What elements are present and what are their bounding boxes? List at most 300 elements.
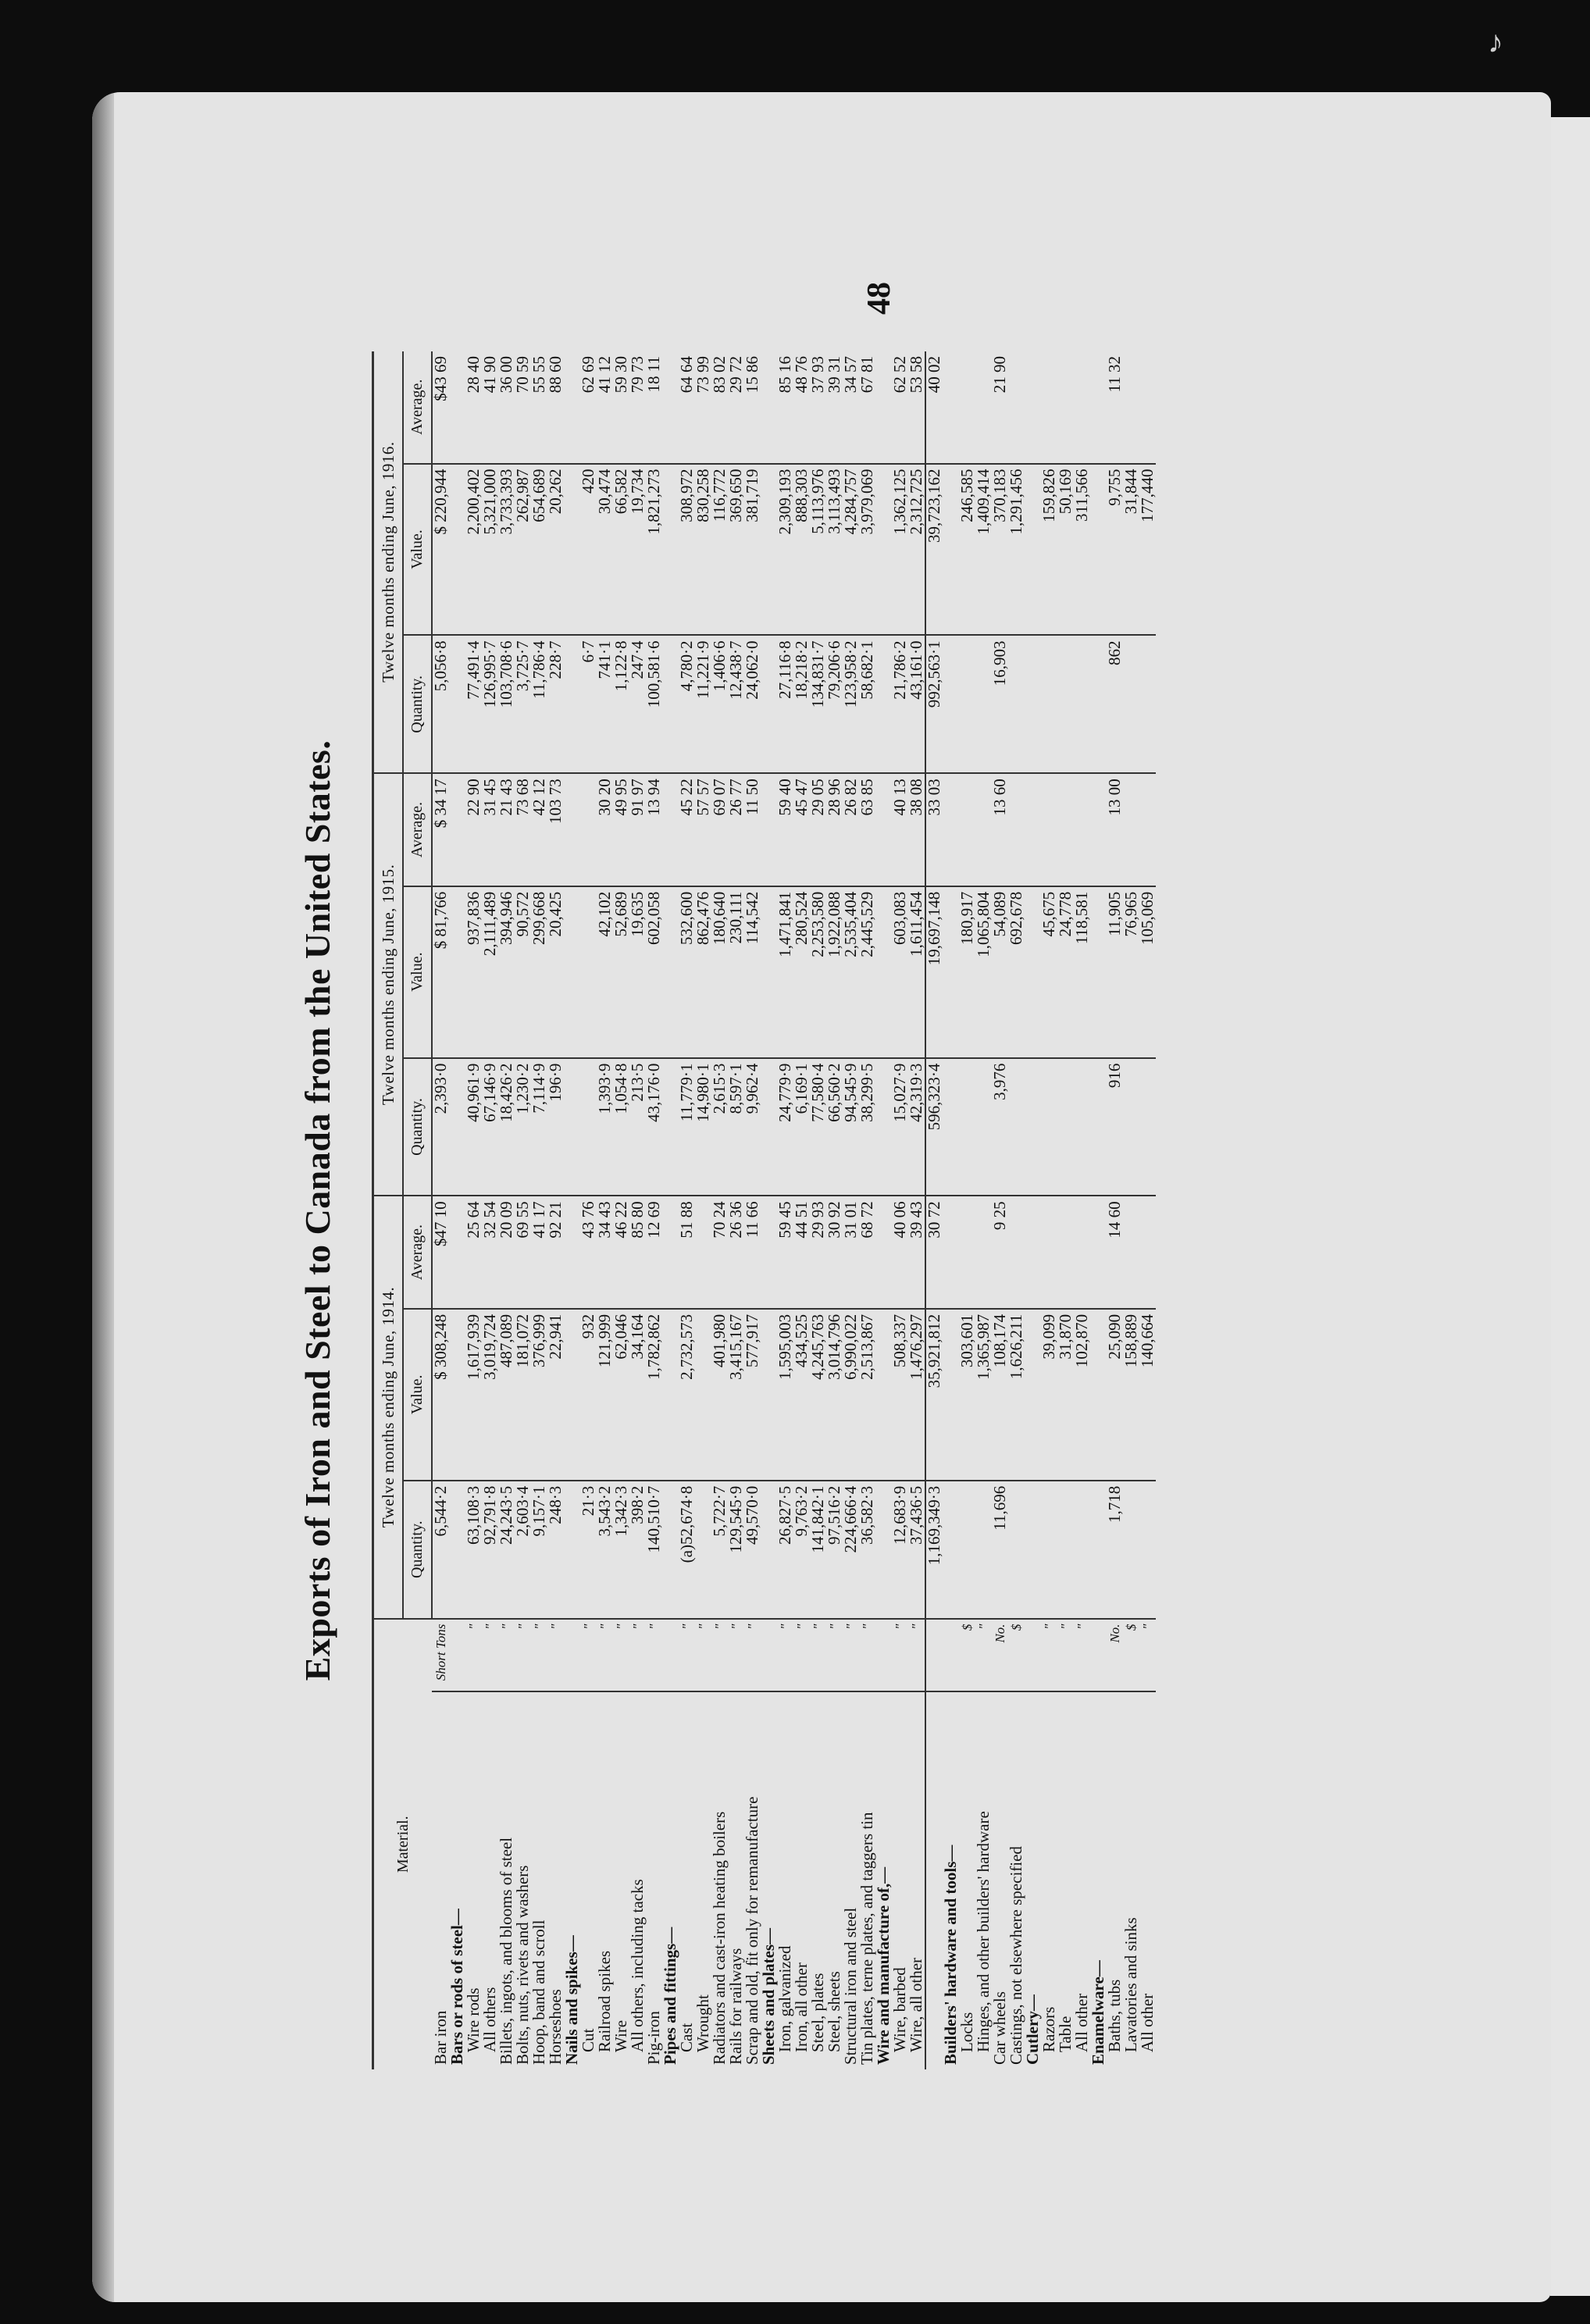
- value-cell: 830,258: [695, 464, 711, 636]
- value-cell: 31,844: [1123, 464, 1139, 636]
- quantity-header: Quantity.: [403, 1481, 432, 1619]
- quantity-cell: [975, 635, 992, 773]
- average-cell: [943, 351, 959, 464]
- material-cell: Castings, not elsewhere specified: [1008, 1691, 1025, 2069]
- average-cell: 33 03: [925, 773, 943, 886]
- average-cell: 29 93: [810, 1196, 826, 1308]
- table-body: [432, 351, 1156, 2069]
- table-row: [1139, 351, 1156, 2069]
- value-cell: [875, 886, 892, 1058]
- quantity-cell: 24,243·5: [498, 1481, 515, 1619]
- quantity-cell: 247·4: [629, 635, 646, 773]
- value-cell: 1,476,297: [908, 1309, 925, 1481]
- value-cell: 1,922,088: [826, 886, 843, 1058]
- unit-cell: [761, 1619, 777, 1691]
- average-cell: 37 93: [808, 356, 828, 394]
- quantity-cell: 228·7: [547, 635, 564, 773]
- average-cell: 41 12: [595, 356, 615, 394]
- material-cell: Hoop, band and scroll: [531, 1691, 547, 2069]
- quantity-cell: [449, 1058, 465, 1196]
- quantity-cell: 248·3: [547, 1481, 564, 1619]
- value-cell: 5,321,000: [482, 464, 498, 636]
- value-cell: 158,889: [1123, 1309, 1139, 1481]
- material-cell: Iron, galvanized: [777, 1691, 793, 2069]
- average-cell: [1025, 773, 1041, 886]
- quantity-cell: 11,779·1: [679, 1058, 695, 1196]
- quantity-cell: 11,221·9: [695, 635, 711, 773]
- quantity-cell: [761, 1058, 777, 1196]
- table-row: [629, 351, 646, 2069]
- average-cell: [1041, 351, 1057, 464]
- material-cell: Wire rods: [465, 1691, 482, 2069]
- average-cell: [662, 351, 679, 464]
- value-cell: 50,169: [1057, 464, 1074, 636]
- table-row: [908, 351, 925, 2069]
- unit-cell: ": [629, 1619, 646, 1691]
- average-cell: 85 80: [629, 1196, 646, 1308]
- value-cell: 3,019,724: [482, 1309, 498, 1481]
- value-cell: 19,635: [629, 886, 646, 1058]
- page-number: 48: [861, 282, 897, 315]
- value-cell: 3,113,493: [826, 464, 843, 636]
- value-cell: [662, 886, 679, 1058]
- value-cell: 62,046: [613, 1309, 629, 1481]
- scan-mark: ♪: [1488, 24, 1503, 59]
- average-cell: 73 99: [693, 356, 713, 394]
- material-cell: Railroad spikes: [597, 1691, 613, 2069]
- table-row: [1008, 351, 1025, 2069]
- quantity-cell: [1074, 635, 1090, 773]
- quantity-cell: 38,299·5: [859, 1058, 875, 1196]
- table-row: [744, 351, 761, 2069]
- value-cell: 3,979,069: [859, 464, 875, 636]
- unit-cell: [449, 1619, 465, 1691]
- quantity-cell: (a)52,674·8: [679, 1481, 695, 1619]
- average-cell: 34 43: [597, 1196, 613, 1308]
- value-cell: 1,821,273: [646, 464, 662, 636]
- value-cell: 577,917: [744, 1309, 761, 1481]
- quantity-cell: 7,114·9: [531, 1058, 547, 1196]
- material-cell: Bar iron: [432, 1691, 449, 2069]
- material-cell: Cut: [580, 1691, 597, 2069]
- quantity-cell: [449, 1481, 465, 1619]
- average-cell: [564, 773, 580, 886]
- value-cell: [662, 464, 679, 636]
- value-cell: 118,581: [1074, 886, 1090, 1058]
- average-cell: 68 72: [859, 1196, 875, 1308]
- value-cell: [943, 464, 959, 636]
- table-row: [793, 351, 810, 2069]
- average-cell: [1090, 773, 1107, 886]
- quantity-cell: 1,054·8: [613, 1058, 629, 1196]
- quantity-cell: 43,176·0: [646, 1058, 662, 1196]
- average-cell: 30 20: [597, 773, 613, 886]
- quantity-cell: [1041, 635, 1057, 773]
- quantity-cell: 21·3: [580, 1481, 597, 1619]
- value-cell: 2,312,725: [908, 464, 925, 636]
- material-cell: Wire: [613, 1691, 629, 2069]
- unit-cell: ": [711, 1619, 728, 1691]
- quantity-cell: 37,436·5: [908, 1481, 925, 1619]
- table-row: [892, 351, 908, 2069]
- unit-cell: ": [597, 1619, 613, 1691]
- quantity-cell: 196·9: [547, 1058, 564, 1196]
- quantity-cell: [1057, 635, 1074, 773]
- average-cell: 91 97: [629, 773, 646, 886]
- average-cell: [564, 351, 580, 464]
- material-cell: All other: [1074, 1691, 1090, 2069]
- quantity-cell: 2,615·3: [711, 1058, 728, 1196]
- material-cell: Tin plates, terne plates, and taggers tin: [859, 1691, 875, 2069]
- material-cell: Sheets and plates—: [761, 1691, 777, 2069]
- value-cell: [1025, 464, 1041, 636]
- value-cell: 121,999: [597, 1309, 613, 1481]
- value-cell: 30,474: [597, 464, 613, 636]
- average-cell: 46 22: [613, 1196, 629, 1308]
- quantity-cell: [564, 1058, 580, 1196]
- quantity-cell: 24,062·0: [744, 635, 761, 773]
- quantity-cell: 1,342·3: [613, 1481, 629, 1619]
- unit-cell: $: [1123, 1619, 1139, 1691]
- value-cell: 140,664: [1139, 1309, 1156, 1481]
- exports-table: [372, 351, 1156, 2069]
- quantity-cell: [761, 635, 777, 773]
- quantity-cell: [564, 635, 580, 773]
- value-cell: [1090, 1309, 1107, 1481]
- quantity-cell: 18,218·2: [793, 635, 810, 773]
- material-cell: Enamelware—: [1090, 1691, 1107, 2069]
- value-cell: 1,782,862: [646, 1309, 662, 1481]
- average-cell: [875, 1196, 892, 1308]
- quantity-cell: 8,597·1: [728, 1058, 744, 1196]
- table-row: [580, 351, 597, 2069]
- average-cell: 28 96: [826, 773, 843, 886]
- average-cell: 55 55: [529, 356, 549, 394]
- table-row: [1107, 351, 1123, 2069]
- value-cell: 1,365,987: [975, 1309, 992, 1481]
- average-cell: 69 55: [515, 1196, 531, 1308]
- value-cell: 19,734: [629, 464, 646, 636]
- table-row: [1123, 351, 1139, 2069]
- average-cell: 103 73: [547, 773, 564, 886]
- average-cell: [1057, 773, 1074, 886]
- average-cell: [1074, 1196, 1090, 1308]
- table-row: [597, 351, 613, 2069]
- value-cell: 3,014,796: [826, 1309, 843, 1481]
- value-cell: 420: [580, 464, 597, 636]
- average-cell: 26 77: [728, 773, 744, 886]
- table-row: [1057, 351, 1074, 2069]
- unit-cell: ": [498, 1619, 515, 1691]
- value-cell: 9,755: [1107, 464, 1123, 636]
- quantity-cell: [1074, 1058, 1090, 1196]
- quantity-cell: 5,722·7: [711, 1481, 728, 1619]
- quantity-cell: [761, 1481, 777, 1619]
- quantity-cell: [959, 1481, 975, 1619]
- table-row: [959, 351, 975, 2069]
- value-cell: 52,689: [613, 886, 629, 1058]
- quantity-cell: 77,491·4: [465, 635, 482, 773]
- material-cell: Iron, all other: [793, 1691, 810, 2069]
- quantity-cell: [580, 1058, 597, 1196]
- average-cell: [1025, 1196, 1041, 1308]
- average-header: Average.: [403, 1196, 432, 1308]
- average-cell: [975, 773, 992, 886]
- value-cell: [875, 464, 892, 636]
- quantity-cell: 5,056·8: [432, 635, 449, 773]
- table-row: [925, 351, 943, 2069]
- average-cell: 59 45: [777, 1196, 793, 1308]
- value-cell: 4,284,757: [843, 464, 859, 636]
- table-row: [515, 351, 531, 2069]
- value-cell: 369,650: [728, 464, 744, 636]
- average-cell: [564, 1196, 580, 1308]
- average-cell: [761, 773, 777, 886]
- table-row: [1041, 351, 1057, 2069]
- quantity-cell: 6,169·1: [793, 1058, 810, 1196]
- average-cell: 30 72: [925, 1196, 943, 1308]
- quantity-cell: 63,108·3: [465, 1481, 482, 1619]
- quantity-cell: 9,157·1: [531, 1481, 547, 1619]
- quantity-cell: 92,791·8: [482, 1481, 498, 1619]
- average-cell: [1057, 1196, 1074, 1308]
- value-cell: 90,572: [515, 886, 531, 1058]
- average-cell: [875, 773, 892, 886]
- material-cell: Builders' hardware and tools—: [943, 1691, 959, 2069]
- table-row: [875, 351, 892, 2069]
- value-cell: 401,980: [711, 1309, 728, 1481]
- quantity-cell: [695, 1481, 711, 1619]
- unit-cell: [564, 1619, 580, 1691]
- quantity-cell: 9,763·2: [793, 1481, 810, 1619]
- quantity-cell: 16,903: [992, 635, 1008, 773]
- average-cell: 92 21: [547, 1196, 564, 1308]
- value-cell: 2,445,529: [859, 886, 875, 1058]
- unit-cell: ": [646, 1619, 662, 1691]
- average-cell: [959, 773, 975, 886]
- average-cell: [1090, 1196, 1107, 1308]
- quantity-cell: 741·1: [597, 635, 613, 773]
- table-row: [432, 351, 449, 2069]
- material-cell: Billets, ingots, and blooms of steel: [498, 1691, 515, 2069]
- average-cell: [975, 1196, 992, 1308]
- average-cell: 9 25: [992, 1196, 1008, 1308]
- page-shadow: [92, 92, 114, 2302]
- value-cell: 177,440: [1139, 464, 1156, 636]
- quantity-cell: [1057, 1481, 1074, 1619]
- average-cell: $47 10: [432, 1196, 449, 1308]
- quantity-cell: [1123, 635, 1139, 773]
- period-1916-header: Twelve months ending June, 1916.: [373, 351, 404, 773]
- quantity-cell: 4,780·2: [679, 635, 695, 773]
- value-cell: 381,719: [744, 464, 761, 636]
- quantity-cell: 77,580·4: [810, 1058, 826, 1196]
- value-header: Value.: [403, 886, 432, 1058]
- material-cell: Baths, tubs: [1107, 1691, 1123, 2069]
- quantity-cell: [943, 1481, 959, 1619]
- quantity-cell: 3,725·7: [515, 635, 531, 773]
- value-cell: $ 81,766: [432, 886, 449, 1058]
- material-cell: All others, including tacks: [629, 1691, 646, 2069]
- average-cell: 25 64: [465, 1196, 482, 1308]
- value-cell: 370,183: [992, 464, 1008, 636]
- value-cell: 311,566: [1074, 464, 1090, 636]
- value-cell: 508,337: [892, 1309, 908, 1481]
- material-cell: Wire and manufacture of,—: [875, 1691, 892, 2069]
- value-cell: 42,102: [597, 886, 613, 1058]
- table-row: [943, 351, 959, 2069]
- average-cell: 29 72: [726, 356, 746, 394]
- material-header: Material.: [373, 1619, 433, 2069]
- quantity-cell: [1008, 1481, 1025, 1619]
- material-cell: Locks: [959, 1691, 975, 2069]
- quantity-cell: 123,958·2: [843, 635, 859, 773]
- quantity-cell: 1,393·9: [597, 1058, 613, 1196]
- value-cell: 5,113,976: [810, 464, 826, 636]
- value-cell: 1,611,454: [908, 886, 925, 1058]
- table-row: [777, 351, 793, 2069]
- average-cell: 11 50: [744, 773, 761, 886]
- unit-cell: ": [826, 1619, 843, 1691]
- average-cell: 69 07: [711, 773, 728, 886]
- material-cell: Structural iron and steel: [843, 1691, 859, 2069]
- table-row: [498, 351, 515, 2069]
- value-cell: $ 220,944: [432, 464, 449, 636]
- quantity-cell: [1041, 1481, 1057, 1619]
- quantity-cell: [1139, 635, 1156, 773]
- period-1915-header: Twelve months ending June, 1915.: [373, 773, 404, 1196]
- table-row: [711, 351, 728, 2069]
- unit-cell: ": [482, 1619, 498, 1691]
- value-cell: 602,058: [646, 886, 662, 1058]
- average-cell: 83 02: [710, 356, 729, 394]
- quantity-cell: 1,230·2: [515, 1058, 531, 1196]
- value-cell: [695, 1309, 711, 1481]
- unit-cell: [875, 1619, 892, 1691]
- value-cell: 54,089: [992, 886, 1008, 1058]
- value-cell: 45,675: [1041, 886, 1057, 1058]
- average-cell: 41 17: [531, 1196, 547, 1308]
- average-cell: $43 69: [431, 356, 451, 401]
- average-cell: 34 57: [841, 356, 861, 394]
- quantity-cell: [1123, 1481, 1139, 1619]
- material-cell: Cutlery—: [1025, 1691, 1041, 2069]
- average-cell: 63 85: [859, 773, 875, 886]
- table-row: [992, 351, 1008, 2069]
- material-cell: Nails and spikes—: [564, 1691, 580, 2069]
- value-cell: 3,415,167: [728, 1309, 744, 1481]
- quantity-cell: [1025, 1058, 1041, 1196]
- quantity-cell: 14,980·1: [695, 1058, 711, 1196]
- average-cell: [959, 351, 975, 464]
- quantity-cell: 992,563·1: [925, 635, 943, 773]
- quantity-cell: 862: [1107, 635, 1123, 773]
- page-title: Exports of Iron and Steel to Canada from the United States.: [298, 740, 337, 1681]
- quantity-cell: 40,961·9: [465, 1058, 482, 1196]
- average-cell: [959, 1196, 975, 1308]
- quantity-cell: 126,995·7: [482, 635, 498, 773]
- value-cell: $ 308,248: [432, 1309, 449, 1481]
- unit-cell: ": [793, 1619, 810, 1691]
- unit-cell: ": [695, 1619, 711, 1691]
- average-cell: [449, 773, 465, 886]
- average-cell: 70 24: [711, 1196, 728, 1308]
- average-cell: [1123, 773, 1139, 886]
- unit-cell: [662, 1619, 679, 1691]
- value-cell: 39,099: [1041, 1309, 1057, 1481]
- value-cell: 603,083: [892, 886, 908, 1058]
- value-cell: 2,253,580: [810, 886, 826, 1058]
- unit-cell: [1090, 1619, 1107, 1691]
- value-cell: 108,174: [992, 1309, 1008, 1481]
- average-cell: 12 69: [646, 1196, 662, 1308]
- value-cell: 6,990,022: [843, 1309, 859, 1481]
- value-cell: [449, 1309, 465, 1481]
- average-cell: 42 12: [531, 773, 547, 886]
- value-cell: 180,640: [711, 886, 728, 1058]
- average-cell: 39 31: [825, 356, 844, 394]
- value-cell: 34,164: [629, 1309, 646, 1481]
- material-cell: All other: [1139, 1691, 1156, 2069]
- value-cell: 2,111,489: [482, 886, 498, 1058]
- value-cell: 116,772: [711, 464, 728, 636]
- quantity-cell: 1,122·8: [613, 635, 629, 773]
- quantity-cell: [1090, 1481, 1107, 1619]
- average-header: Average.: [403, 773, 432, 886]
- value-cell: 19,697,148: [925, 886, 943, 1058]
- value-cell: 2,309,193: [777, 464, 793, 636]
- table-row: [646, 351, 662, 2069]
- unit-cell: ": [1074, 1619, 1090, 1691]
- unit-cell: ": [580, 1619, 597, 1691]
- material-cell: Wire, barbed: [892, 1691, 908, 2069]
- average-cell: 62 69: [579, 356, 598, 394]
- average-cell: 38 08: [908, 773, 925, 886]
- average-cell: 36 00: [497, 356, 516, 394]
- quantity-header: Quantity.: [403, 635, 432, 773]
- quantity-cell: 12,438·7: [728, 635, 744, 773]
- quantity-cell: [875, 635, 892, 773]
- quantity-cell: 24,779·9: [777, 1058, 793, 1196]
- value-cell: 434,525: [793, 1309, 810, 1481]
- value-cell: [564, 1309, 580, 1481]
- average-cell: [449, 1196, 465, 1308]
- value-cell: 932: [580, 1309, 597, 1481]
- value-cell: 1,065,804: [975, 886, 992, 1058]
- quantity-cell: [662, 635, 679, 773]
- material-cell: Lavatories and sinks: [1123, 1691, 1139, 2069]
- average-cell: 45 22: [679, 773, 695, 886]
- table-row: [613, 351, 629, 2069]
- quantity-cell: 11,786·4: [531, 635, 547, 773]
- average-cell: 41 90: [480, 356, 500, 394]
- unit-cell: ": [744, 1619, 761, 1691]
- value-cell: 105,069: [1139, 886, 1156, 1058]
- unit-cell: ": [859, 1619, 875, 1691]
- quantity-cell: [564, 1481, 580, 1619]
- value-cell: 102,870: [1074, 1309, 1090, 1481]
- table-row: [975, 351, 992, 2069]
- value-cell: [1025, 886, 1041, 1058]
- quantity-cell: 11,696: [992, 1481, 1008, 1619]
- average-cell: [1008, 351, 1025, 464]
- quantity-cell: [1139, 1481, 1156, 1619]
- average-cell: [761, 351, 777, 464]
- material-cell: Wire, all other: [908, 1691, 925, 2069]
- material-cell: Radiators and cast-iron heating boilers: [711, 1691, 728, 2069]
- value-cell: 22,941: [547, 1309, 564, 1481]
- material-cell: Table: [1057, 1691, 1074, 2069]
